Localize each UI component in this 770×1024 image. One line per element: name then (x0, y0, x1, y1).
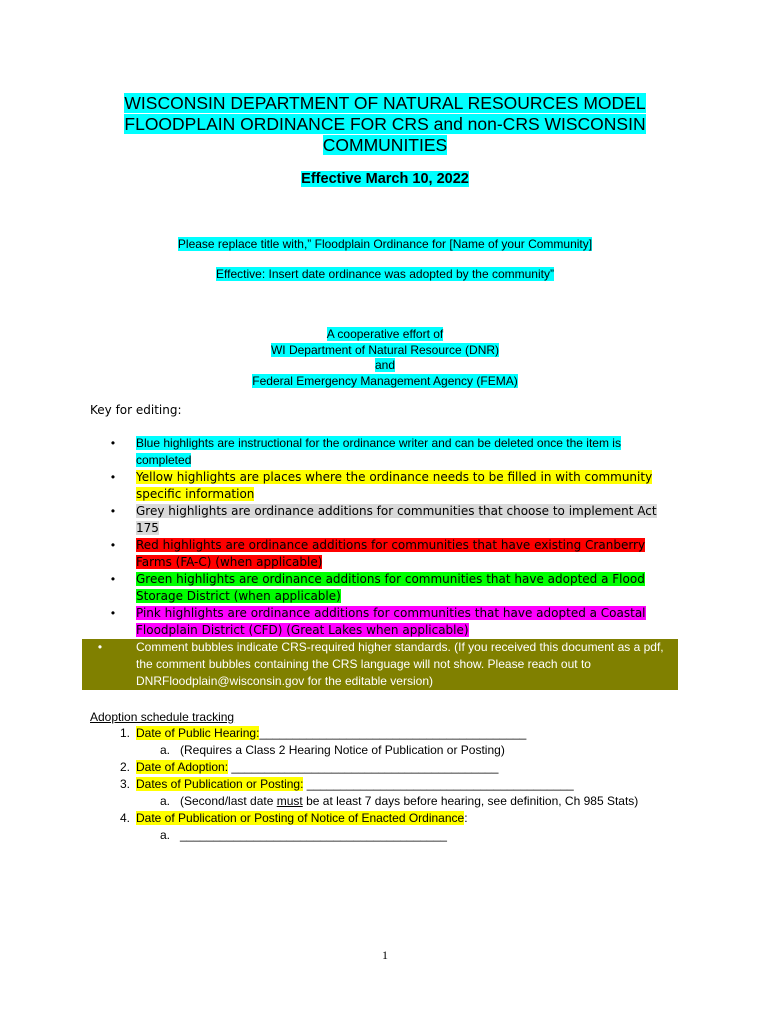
adoption-subitem-hearing-notice: a. (Requires a Class 2 Hearing Notice of Publication or Posting) (159, 743, 505, 757)
key-item-pink (108, 605, 678, 639)
bullet-icon: • (110, 572, 116, 586)
bullet-icon: • (110, 538, 116, 552)
key-item-text: Green highlights are ordinance additions for communities that have adopted a Flood Storage District (when applicable) (136, 572, 645, 603)
adoption-item-date-of-adoption: 2. Date of Adoption: ________________________________________ (119, 760, 499, 774)
coop-line-1: A cooperative effort of (326, 327, 444, 341)
title-line-1: WISCONSIN DEPARTMENT OF NATURAL RESOURCES MODEL (124, 93, 646, 113)
key-list (97, 435, 678, 690)
key-heading: Key for editing: (90, 403, 182, 417)
effective-date: Effective March 10, 2022 (301, 171, 469, 187)
instruction-title-replace: Please replace title with,” Floodplain Ordinance for [Name of your Community] (177, 237, 593, 251)
instruction-effective-date: Effective: Insert date ordinance was adopted by the community” (216, 267, 554, 281)
adoption-schedule (90, 710, 690, 844)
bullet-icon: • (110, 504, 116, 518)
adoption-item-public-hearing: 1. Date of Public Hearing:________________________________________ (119, 726, 527, 740)
key-item-text: Blue highlights are instructional for the ordinance writer and can be deleted once the item is completed (136, 436, 621, 467)
adoption-item-enacted-notice: 4. Date of Publication or Posting of Notice of Enacted Ordinance: (119, 811, 468, 825)
coop-line-4: Federal Emergency Management Agency (FEMA) (252, 373, 518, 388)
adoption-item-publication-dates: 3. Dates of Publication or Posting: ________________________________________ (119, 777, 574, 791)
bullet-icon: • (97, 640, 103, 654)
date-of-adoption-label: Date of Adoption: (136, 760, 229, 774)
key-item-comment-bubbles (82, 639, 678, 690)
key-item-text: Yellow highlights are places where the ordinance needs to be filled in with community specific information (136, 470, 653, 501)
enacted-notice-label: Date of Publication or Posting of Notice of Enacted Ordinance (136, 811, 465, 825)
key-item-blue (108, 435, 678, 469)
key-item-grey (108, 503, 678, 537)
bullet-icon: • (110, 436, 116, 450)
bullet-icon: • (110, 470, 116, 484)
key-item-text: Grey highlights are ordinance additions for communities that choose to implement Act 175 (136, 504, 657, 535)
publication-dates-label: Dates of Publication or Posting: (136, 777, 304, 791)
title-line-3: COMMUNITIES (322, 135, 448, 155)
adoption-subitem-enacted-blank: a. ________________________________________ (159, 828, 447, 842)
adoption-heading: Adoption schedule tracking (90, 710, 235, 724)
date-of-adoption-blank[interactable]: ________________________________________ (228, 760, 499, 774)
key-item-text: Red highlights are ordinance additions for communities that have existing Cranberry Farms (FA-C) (when applicable) (136, 538, 646, 569)
document-title (90, 93, 680, 156)
publication-dates-blank[interactable]: ________________________________________ (303, 777, 574, 791)
page-number: 1 (382, 948, 388, 962)
enacted-notice-blank[interactable]: ________________________________________ (180, 828, 447, 842)
key-item-text: Comment bubbles indicate CRS-required higher standards. (If you received this document as a pdf, the comment bubbles containing the CRS language will not show. Please reach out to DNRFloodplain@wisconsin.gov for the editable version) (136, 640, 664, 688)
key-item-text: Pink highlights are ordinance additions for communities that have adopted a Coastal Floodplain District (CFD) (Great Lakes when applicable) (136, 606, 646, 637)
cooperative-effort-block (90, 327, 680, 389)
bullet-icon: • (110, 606, 116, 620)
key-item-red (108, 537, 678, 571)
public-hearing-label: Date of Public Hearing: (136, 726, 260, 740)
coop-line-2: WI Department of Natural Resource (DNR) (270, 342, 500, 357)
key-item-yellow (108, 469, 678, 503)
adoption-subitem-second-date: a. (Second/last date must be at least 7 days before hearing, see definition, Ch 985 Stats) (159, 794, 639, 808)
key-item-green (108, 571, 678, 605)
coop-line-3: and (374, 358, 396, 372)
public-hearing-blank[interactable]: ________________________________________ (259, 726, 527, 740)
title-line-2: FLOODPLAIN ORDINANCE FOR CRS and non-CRS WISCONSIN (124, 114, 646, 134)
